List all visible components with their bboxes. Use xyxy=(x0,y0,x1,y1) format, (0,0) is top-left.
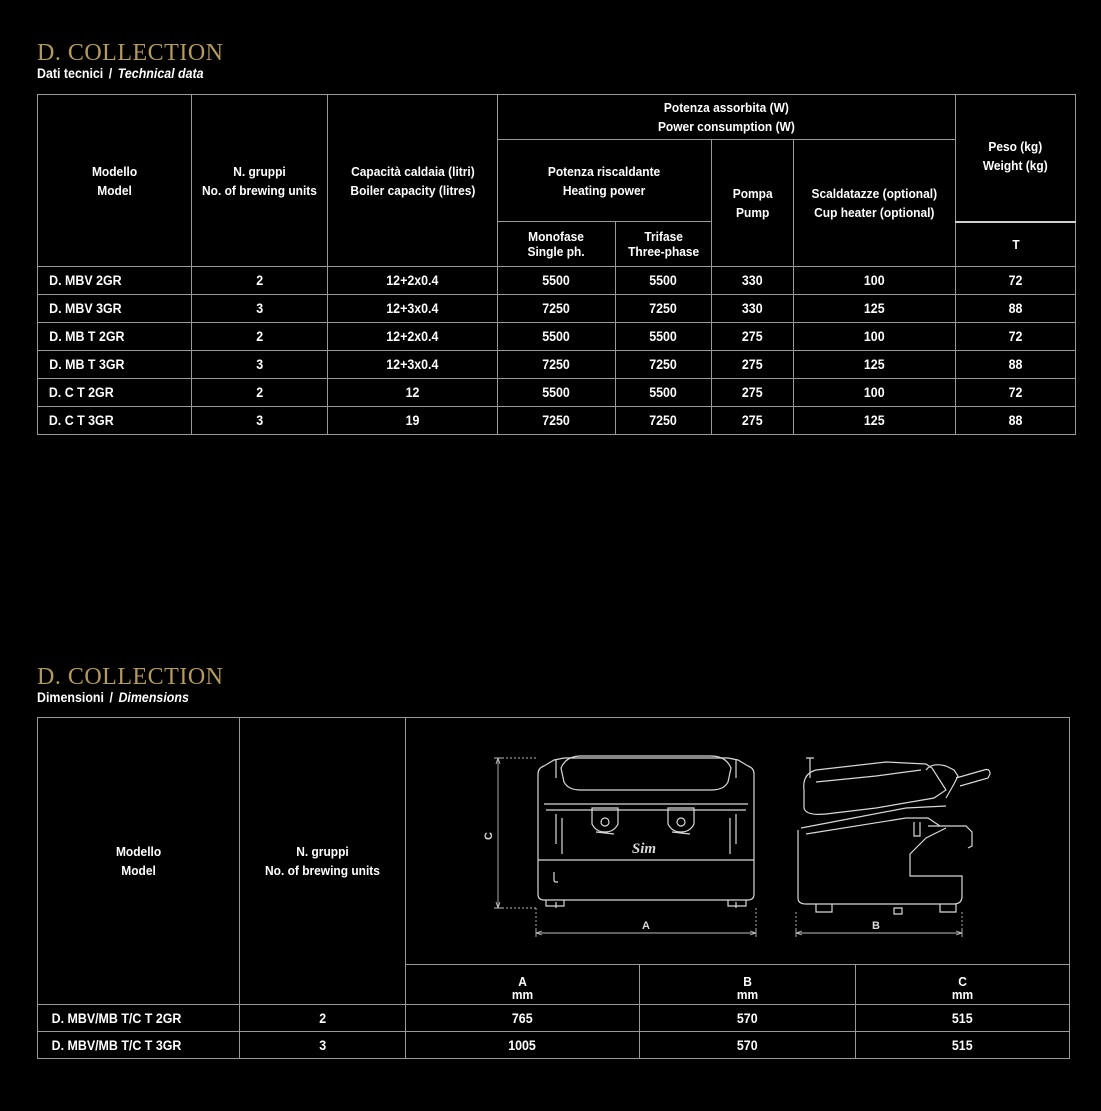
cell-weight: 88 xyxy=(956,351,1076,379)
cell-tri: 7250 xyxy=(616,295,712,323)
table-row xyxy=(38,295,1076,323)
cell-groups: 2 xyxy=(192,379,328,407)
cell-tri: 5500 xyxy=(616,323,712,351)
header-heating: Potenza riscaldante Heating power xyxy=(498,140,712,222)
front-view xyxy=(538,756,754,908)
cell-tri: 7250 xyxy=(616,351,712,379)
technical-subtitle-en: Technical data xyxy=(117,66,204,81)
side-view xyxy=(798,758,990,914)
header-tri: Trifase Three-phase xyxy=(616,222,712,267)
cell-weight: 88 xyxy=(956,407,1076,435)
cell-pump: 330 xyxy=(712,295,794,323)
subtitle-separator: / xyxy=(109,690,113,705)
dimensions-subtitle xyxy=(37,691,189,705)
dim-header-b: B mm xyxy=(640,965,856,1005)
cell-model: D. C T 3GR xyxy=(38,407,192,435)
cell-mono: 5500 xyxy=(498,267,616,295)
cell-cup: 100 xyxy=(794,323,956,351)
technical-subtitle-it: Dati tecnici xyxy=(37,66,104,81)
cell-tri: 5500 xyxy=(616,267,712,295)
cell-pump: 275 xyxy=(712,407,794,435)
cell-c: 515 xyxy=(856,1005,1070,1032)
cell-groups: 3 xyxy=(192,407,328,435)
cell-model: D. MBV/MB T/C T 3GR xyxy=(38,1032,240,1059)
dimensions-subtitle-it: Dimensioni xyxy=(37,690,104,705)
cell-groups: 3 xyxy=(240,1032,406,1059)
header-pump: Pompa Pump xyxy=(712,140,794,267)
machine-drawing-svg xyxy=(406,718,1068,964)
table-row xyxy=(38,407,1076,435)
cell-groups: 3 xyxy=(192,295,328,323)
cell-boiler: 12+3x0.4 xyxy=(328,351,498,379)
cell-boiler: 12+2x0.4 xyxy=(328,323,498,351)
table-row xyxy=(38,1032,1070,1059)
cell-boiler: 12+3x0.4 xyxy=(328,295,498,323)
cell-groups: 2 xyxy=(192,323,328,351)
machine-dimension-drawing xyxy=(406,718,1070,965)
header-cup-heater: Scaldatazze (optional) Cup heater (optional) xyxy=(794,140,956,267)
cell-groups: 3 xyxy=(192,351,328,379)
cell-pump: 275 xyxy=(712,351,794,379)
table-row xyxy=(38,351,1076,379)
cell-model: D. MBV 2GR xyxy=(38,267,192,295)
cell-mono: 5500 xyxy=(498,379,616,407)
cell-b: 570 xyxy=(640,1005,856,1032)
table-row xyxy=(38,1005,1070,1032)
cell-mono: 7250 xyxy=(498,351,616,379)
dimensions-subtitle-en: Dimensions xyxy=(118,690,189,705)
cell-cup: 100 xyxy=(794,267,956,295)
dimensions-table xyxy=(37,717,1070,1059)
dim-header-model: Modello Model xyxy=(38,718,240,1005)
cell-weight: 72 xyxy=(956,379,1076,407)
brand-logo-text: Sim xyxy=(631,841,657,857)
cell-cup: 100 xyxy=(794,379,956,407)
cell-model: D. MBV/MB T/C T 2GR xyxy=(38,1005,240,1032)
cell-a: 1005 xyxy=(406,1032,640,1059)
cell-pump: 275 xyxy=(712,323,794,351)
technical-subtitle xyxy=(37,67,204,81)
table-row xyxy=(38,267,1076,295)
cell-pump: 330 xyxy=(712,267,794,295)
cell-tri: 5500 xyxy=(616,379,712,407)
cell-mono: 7250 xyxy=(498,407,616,435)
dim-header-c: C mm xyxy=(856,965,1070,1005)
cell-model: D. MB T 3GR xyxy=(38,351,192,379)
cell-model: D. MB T 2GR xyxy=(38,323,192,351)
header-mono: Monofase Single ph. xyxy=(498,222,616,267)
cell-boiler: 12 xyxy=(328,379,498,407)
subtitle-separator: / xyxy=(108,66,113,81)
cell-groups: 2 xyxy=(192,267,328,295)
header-boiler: Capacità caldaia (litri) Boiler capacity (litres) xyxy=(328,95,498,267)
cell-groups: 2 xyxy=(240,1005,406,1032)
cell-cup: 125 xyxy=(794,351,956,379)
header-power: Potenza assorbita (W) Power consumption (W) xyxy=(498,95,956,140)
dim-header-a: A mm xyxy=(406,965,640,1005)
cell-model: D. MBV 3GR xyxy=(38,295,192,323)
dimension-label-c: C xyxy=(483,832,495,840)
cell-pump: 275 xyxy=(712,379,794,407)
header-model: Modello Model xyxy=(38,95,192,267)
cell-b: 570 xyxy=(640,1032,856,1059)
technical-data-table xyxy=(37,94,1076,435)
table-row xyxy=(38,323,1076,351)
dimension-label-a: A xyxy=(642,920,650,932)
cell-cup: 125 xyxy=(794,407,956,435)
cell-a: 765 xyxy=(406,1005,640,1032)
cell-weight: 72 xyxy=(956,323,1076,351)
cell-weight: 88 xyxy=(956,295,1076,323)
table-row xyxy=(38,379,1076,407)
cell-weight: 72 xyxy=(956,267,1076,295)
header-weight: Peso (kg) Weight (kg) xyxy=(956,95,1076,222)
cell-c: 515 xyxy=(856,1032,1070,1059)
cell-model: D. C T 2GR xyxy=(38,379,192,407)
cell-boiler: 19 xyxy=(328,407,498,435)
dim-header-groups: N. gruppi No. of brewing units xyxy=(240,718,406,1005)
header-weight-sub: T xyxy=(956,222,1076,267)
front-dimension-lines xyxy=(494,758,756,937)
dimension-label-b: B xyxy=(872,920,880,932)
dimensions-title: D. COLLECTION xyxy=(37,664,224,690)
technical-title: D. COLLECTION xyxy=(37,40,224,66)
cell-boiler: 12+2x0.4 xyxy=(328,267,498,295)
cell-mono: 5500 xyxy=(498,323,616,351)
cell-cup: 125 xyxy=(794,295,956,323)
cell-mono: 7250 xyxy=(498,295,616,323)
cell-tri: 7250 xyxy=(616,407,712,435)
header-groups: N. gruppi No. of brewing units xyxy=(192,95,328,267)
